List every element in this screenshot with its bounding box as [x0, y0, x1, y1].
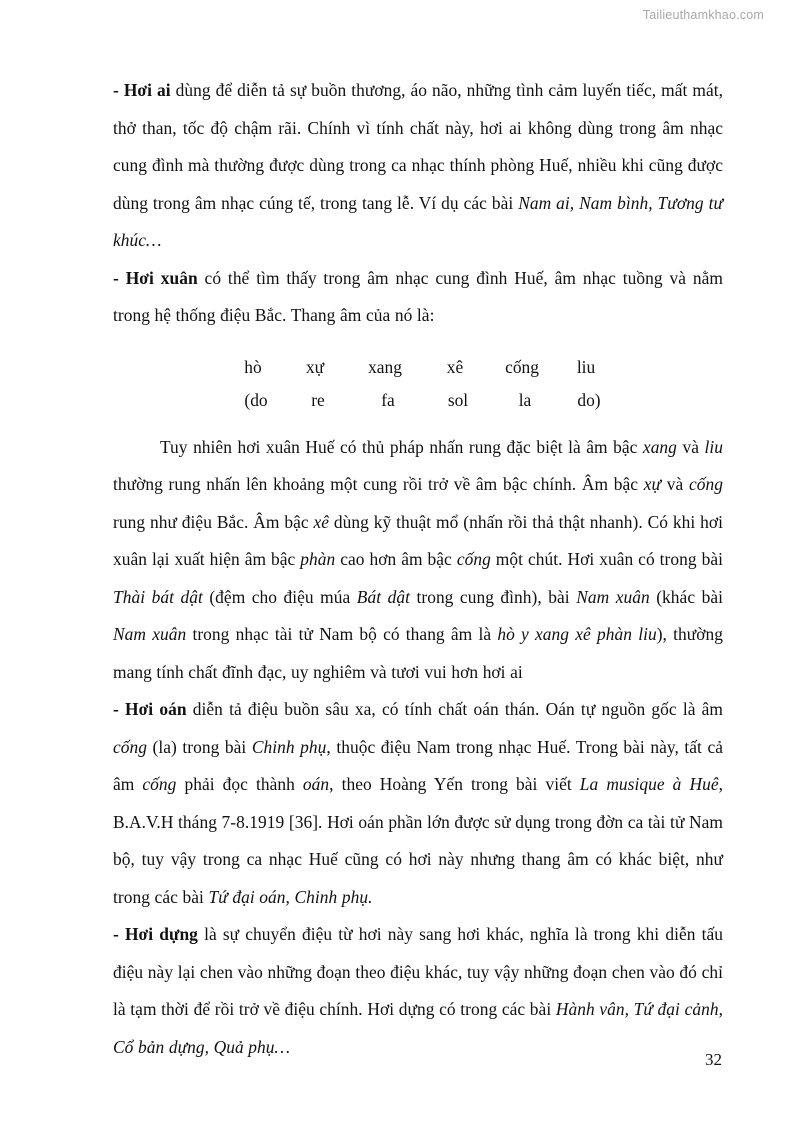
hoi-ai-song-titles: Nam ai, Nam bình, Tương tư khúc… [113, 192, 724, 250]
hoi-xuan-text: có thể tìm thấy trong âm nhạc cung đình Huế, âm nhạc tuồng và nằm trong hệ thống điệu Bắc. Thang âm của nó là: [113, 267, 723, 325]
scale-note: xê [446, 356, 464, 377]
xuan-detail-text: dùng kỹ thuật mổ (nhấn rồi thả thật nhanh). Có khi hơi xuân lại xuất hiện âm bậc [113, 511, 723, 569]
page-number: 32 [705, 1050, 722, 1069]
xuan-detail-text: Tuy nhiên hơi xuân Huế có thủ pháp nhấn rung đặc biệt là âm bậc [160, 436, 643, 457]
hoi-dung-text: là sự chuyển điệu từ hơi này sang hơi khác, nghĩa là trong khi diễn tấu điệu này lại chen vào những đoạn theo điệu khác, tuy vậy những đoạn chen vào đó chỉ là tạm thời để rồi trở về điệu chính. Hơi dựng có trong các bài [113, 924, 723, 1019]
note-name-cong: cống [142, 774, 177, 794]
xuan-detail-text: (khác bài [649, 586, 723, 607]
site-watermark: Tailieuthamkhao.com [642, 8, 764, 22]
hoi-oan-text: phải đọc thành [176, 774, 303, 794]
hoi-oan-text: diễn tả điệu buồn sâu xa, có tính chất oán thán. Oán tự nguồn gốc là âm [186, 699, 723, 719]
scale-note: hò [244, 356, 262, 377]
solfege-note: (do [244, 389, 268, 410]
note-name-cong: cống [688, 474, 723, 494]
solfege-note: fa [381, 389, 395, 410]
scale-inline-notes: hò y xang xê phàn liu [497, 624, 657, 644]
solfege-note: do) [577, 389, 601, 410]
scale-note: xự [305, 356, 325, 377]
solfege-note: la [518, 389, 532, 410]
scale-row-solfege [225, 384, 617, 417]
xuan-detail-text: cao hơn âm bậc [335, 549, 457, 569]
song-title-nam-xuan: Nam xuân [113, 624, 187, 644]
paragraph-hoi-dung [113, 916, 723, 1066]
note-name-liu: liu [704, 436, 723, 457]
term-hoi-ai: - Hơi ai [113, 80, 171, 100]
xuan-detail-text: rung như điệu Bắc. Âm bậc [113, 511, 314, 532]
note-name-xe: xê [313, 511, 330, 532]
term-hoi-xuan: - Hơi xuân [113, 267, 198, 288]
note-name-cong: cống [456, 549, 491, 569]
scale-note: cống [505, 356, 539, 377]
song-title-chinh-phu: Chinh phụ [251, 736, 327, 757]
term-hoi-dung: - Hơi dựng [113, 924, 198, 944]
hoi-oan-text: (la) trong bài [147, 736, 252, 757]
xuan-detail-text: và [676, 436, 705, 457]
note-name-xang: xang [642, 436, 677, 457]
song-titles-tu-dai-oan: Tứ đại oán, Chinh phụ. [208, 886, 373, 907]
scale-note: xang [368, 356, 402, 377]
musical-scale-block [113, 351, 723, 417]
scale-row-notes [222, 351, 614, 384]
xuan-detail-text: trong nhạc tài tử Nam bộ có thang âm là [186, 624, 498, 644]
hoi-oan-text: , B.A.V.H tháng 7-8.1919 [36]. Hơi oán phần lớn được sử dụng trong đờn ca tài tử Nam bộ, tuy vậy trong ca nhạc Huế cũng có hơi này nhưng thang âm có khác biệt, như trong các bài [113, 774, 724, 907]
solfege-note: re [311, 389, 325, 410]
hoi-oan-text: , theo Hoàng Yến trong bài viết [329, 774, 580, 794]
song-title-nam-xuan: Nam xuân [576, 586, 650, 607]
term-hoi-oan: - Hơi oán [113, 699, 187, 719]
hoi-ai-text: dùng để diễn tả sự buồn thương, áo não, những tình cảm luyến tiếc, mất mát, thở than, tốc độ chậm rãi. Chính vì tính chất này, hơi ai không dùng trong âm nhạc cung đình mà thường được dùng trong ca nhạc thính phòng Huế, nhiều khi cũng được dùng trong âm nhạc cúng tế, trong tang lễ. Ví dụ các bài [113, 80, 723, 213]
page-content [113, 72, 723, 1066]
xuan-detail-text: trong cung đình), bài [409, 586, 577, 607]
song-titles-hanh-van: Hành vân, Tứ đại cảnh, Cổ bản dựng, Quả phụ… [113, 999, 723, 1057]
song-title-thai-bat-dat: Thài bát dật [113, 586, 203, 607]
note-name-phan: phàn [300, 549, 336, 569]
hoi-oan-text: , thuộc điệu Nam trong nhạc Huế. Trong bài này, tất cả âm [113, 736, 724, 794]
xuan-detail-text: (đệm cho điệu múa [202, 586, 357, 607]
xuan-detail-text: thường rung nhấn lên khoảng một cung rồi trở về âm bậc chính. Âm bậc [113, 474, 644, 494]
xuan-detail-text: một chút. Hơi xuân có trong bài [490, 549, 723, 569]
paragraph-hoi-oan [113, 691, 723, 916]
xuan-detail-text: ), thường mang tính chất đĩnh đạc, uy nghiêm và tươi vui hơn hơi ai [113, 624, 723, 682]
dance-name-bat-dat: Bát dật [356, 586, 410, 607]
note-name-xu: xự [643, 474, 662, 494]
paragraph-xuan-detail [113, 429, 723, 692]
scale-note: liu [576, 356, 596, 377]
note-name-oan: oán [302, 774, 330, 794]
article-title-la-musique-a-hue: La musique à Huê [579, 774, 719, 794]
note-name-cong: cống [113, 736, 148, 757]
xuan-detail-text: và [661, 474, 689, 494]
paragraph-hoi-xuan [113, 260, 723, 335]
paragraph-hoi-ai [113, 72, 723, 260]
solfege-note: sol [447, 389, 469, 410]
